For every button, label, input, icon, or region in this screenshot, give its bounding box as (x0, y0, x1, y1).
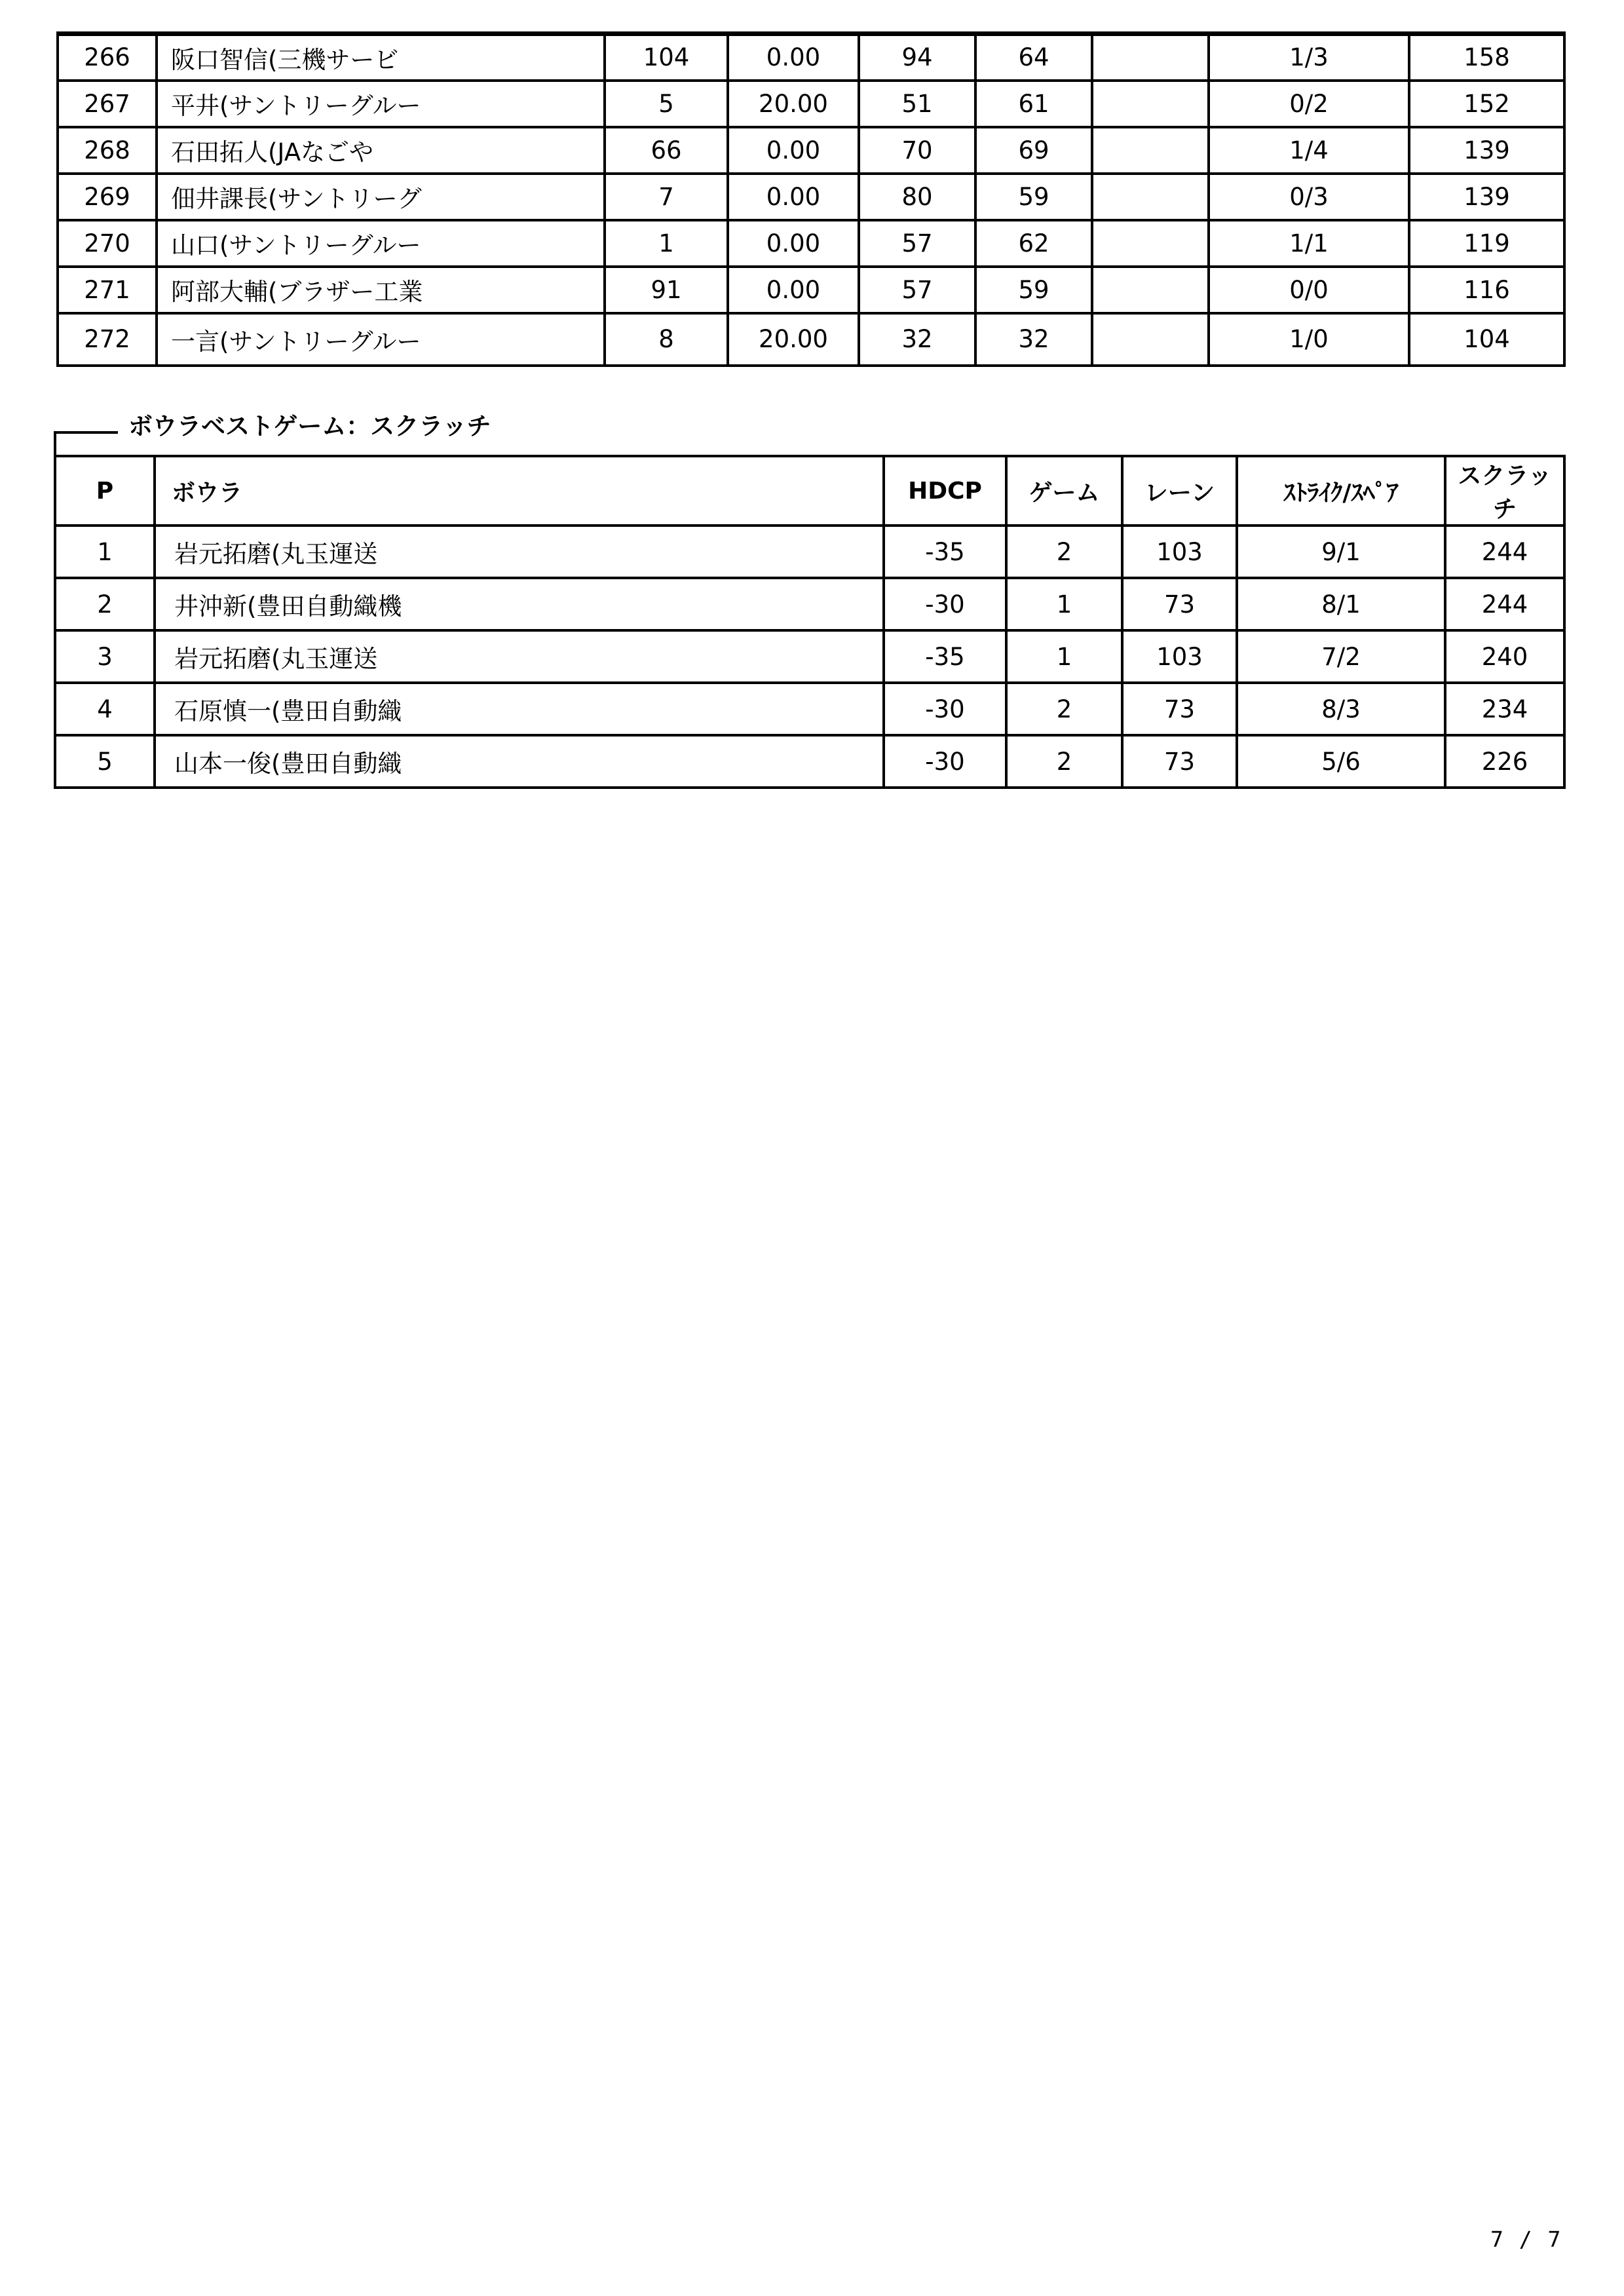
cell-bowler: 岩元拓磨(丸玉運送 (155, 526, 884, 578)
cell-lane: 103 (1122, 526, 1237, 578)
cell-strike-spare: 5/6 (1237, 735, 1445, 788)
cell-c4: 59 (975, 174, 1092, 220)
cell-p: 5 (55, 735, 155, 788)
cell-scratch: 226 (1445, 735, 1564, 788)
header-strike-spare: ｽﾄﾗｲｸ/ｽﾍﾟｱ (1237, 456, 1445, 526)
cell-bowler: 岩元拓磨(丸玉運送 (155, 630, 884, 683)
cell-name: 一言(サントリーグルー (157, 313, 605, 366)
table-row (58, 81, 1564, 127)
cell-p: 2 (55, 578, 155, 630)
cell-score: 152 (1409, 81, 1564, 127)
cell-c5 (1092, 220, 1209, 267)
cell-ratio: 1/3 (1209, 34, 1409, 81)
cell-bowler: 石原慎一(豊田自動織 (155, 683, 884, 735)
header-lane: レーン (1122, 456, 1237, 526)
cell-name: 平井(サントリーグルー (157, 81, 605, 127)
cell-strike-spare: 8/1 (1237, 578, 1445, 630)
cell-c2: 0.00 (728, 267, 859, 313)
cell-c4: 61 (975, 81, 1092, 127)
cell-score: 119 (1409, 220, 1564, 267)
cell-c3: 70 (859, 127, 975, 174)
cell-c4: 69 (975, 127, 1092, 174)
section-title: ボウラベストゲーム：スクラッチ (128, 412, 491, 440)
cell-lane: 103 (1122, 630, 1237, 683)
cell-game: 1 (1006, 630, 1122, 683)
cell-c5 (1092, 267, 1209, 313)
cell-c5 (1092, 313, 1209, 366)
header-hdcp: HDCP (884, 456, 1006, 526)
cell-lane: 73 (1122, 578, 1237, 630)
cell-name: 石田拓人(JAなごや (157, 127, 605, 174)
cell-name: 阿部大輔(ブラザー工業 (157, 267, 605, 313)
cell-c5 (1092, 34, 1209, 81)
ranking-table (56, 31, 1566, 367)
table-row (58, 34, 1564, 81)
cell-game: 2 (1006, 526, 1122, 578)
cell-ratio: 1/0 (1209, 313, 1409, 366)
cell-c3: 51 (859, 81, 975, 127)
table-row (55, 683, 1564, 735)
cell-c2: 20.00 (728, 313, 859, 366)
cell-rank: 269 (58, 174, 157, 220)
best-game-header-row (55, 456, 1564, 526)
cell-score: 158 (1409, 34, 1564, 81)
cell-rank: 271 (58, 267, 157, 313)
cell-rank: 267 (58, 81, 157, 127)
table-row (55, 630, 1564, 683)
cell-c2: 0.00 (728, 34, 859, 81)
cell-score: 139 (1409, 174, 1564, 220)
cell-scratch: 234 (1445, 683, 1564, 735)
table-row (58, 127, 1564, 174)
cell-p: 3 (55, 630, 155, 683)
table-row (55, 526, 1564, 578)
header-bowler: ボウラ (155, 456, 884, 526)
cell-game: 2 (1006, 683, 1122, 735)
cell-score: 139 (1409, 127, 1564, 174)
cell-scratch: 244 (1445, 526, 1564, 578)
cell-c2: 0.00 (728, 220, 859, 267)
cell-p: 1 (55, 526, 155, 578)
cell-c1: 66 (605, 127, 728, 174)
cell-hdcp: -35 (884, 630, 1006, 683)
cell-score: 104 (1409, 313, 1564, 366)
cell-rank: 268 (58, 127, 157, 174)
cell-lane: 73 (1122, 735, 1237, 788)
cell-ratio: 1/1 (1209, 220, 1409, 267)
cell-c5 (1092, 127, 1209, 174)
cell-ratio: 1/4 (1209, 127, 1409, 174)
cell-c1: 8 (605, 313, 728, 366)
cell-c5 (1092, 81, 1209, 127)
cell-c4: 62 (975, 220, 1092, 267)
cell-hdcp: -30 (884, 735, 1006, 788)
cell-name: 山口(サントリーグルー (157, 220, 605, 267)
cell-rank: 272 (58, 313, 157, 366)
cell-p: 4 (55, 683, 155, 735)
cell-score: 116 (1409, 267, 1564, 313)
best-game-table (54, 455, 1566, 789)
cell-scratch: 240 (1445, 630, 1564, 683)
cell-hdcp: -30 (884, 578, 1006, 630)
table-row (55, 735, 1564, 788)
cell-c2: 0.00 (728, 174, 859, 220)
cell-strike-spare: 8/3 (1237, 683, 1445, 735)
cell-ratio: 0/2 (1209, 81, 1409, 127)
cell-strike-spare: 7/2 (1237, 630, 1445, 683)
cell-game: 1 (1006, 578, 1122, 630)
cell-ratio: 0/0 (1209, 267, 1409, 313)
section-bracket-rule (55, 431, 118, 434)
table-row (58, 174, 1564, 220)
cell-lane: 73 (1122, 683, 1237, 735)
table-row (58, 313, 1564, 366)
cell-c3: 57 (859, 267, 975, 313)
cell-scratch: 244 (1445, 578, 1564, 630)
table-row (58, 220, 1564, 267)
cell-bowler: 井沖新(豊田自動織機 (155, 578, 884, 630)
cell-name: 阪口智信(三機サービ (157, 34, 605, 81)
cell-c3: 80 (859, 174, 975, 220)
header-p: P (55, 456, 155, 526)
cell-c3: 32 (859, 313, 975, 366)
cell-c1: 7 (605, 174, 728, 220)
cell-bowler: 山本一俊(豊田自動織 (155, 735, 884, 788)
cell-c2: 0.00 (728, 127, 859, 174)
cell-c5 (1092, 174, 1209, 220)
cell-hdcp: -35 (884, 526, 1006, 578)
cell-c3: 57 (859, 220, 975, 267)
cell-c2: 20.00 (728, 81, 859, 127)
cell-c1: 5 (605, 81, 728, 127)
cell-name: 佃井課長(サントリーグ (157, 174, 605, 220)
table-row (58, 267, 1564, 313)
header-game: ゲーム (1006, 456, 1122, 526)
cell-c4: 64 (975, 34, 1092, 81)
header-scratch: スクラッチ (1445, 456, 1564, 526)
cell-c3: 94 (859, 34, 975, 81)
cell-c1: 1 (605, 220, 728, 267)
cell-strike-spare: 9/1 (1237, 526, 1445, 578)
cell-c4: 59 (975, 267, 1092, 313)
cell-c4: 32 (975, 313, 1092, 366)
table-row (55, 578, 1564, 630)
cell-hdcp: -30 (884, 683, 1006, 735)
cell-rank: 270 (58, 220, 157, 267)
page-number: 7 / 7 (1490, 2227, 1562, 2252)
cell-ratio: 0/3 (1209, 174, 1409, 220)
cell-rank: 266 (58, 34, 157, 81)
cell-c1: 104 (605, 34, 728, 81)
cell-c1: 91 (605, 267, 728, 313)
cell-game: 2 (1006, 735, 1122, 788)
section-bracket-tick (54, 431, 56, 455)
